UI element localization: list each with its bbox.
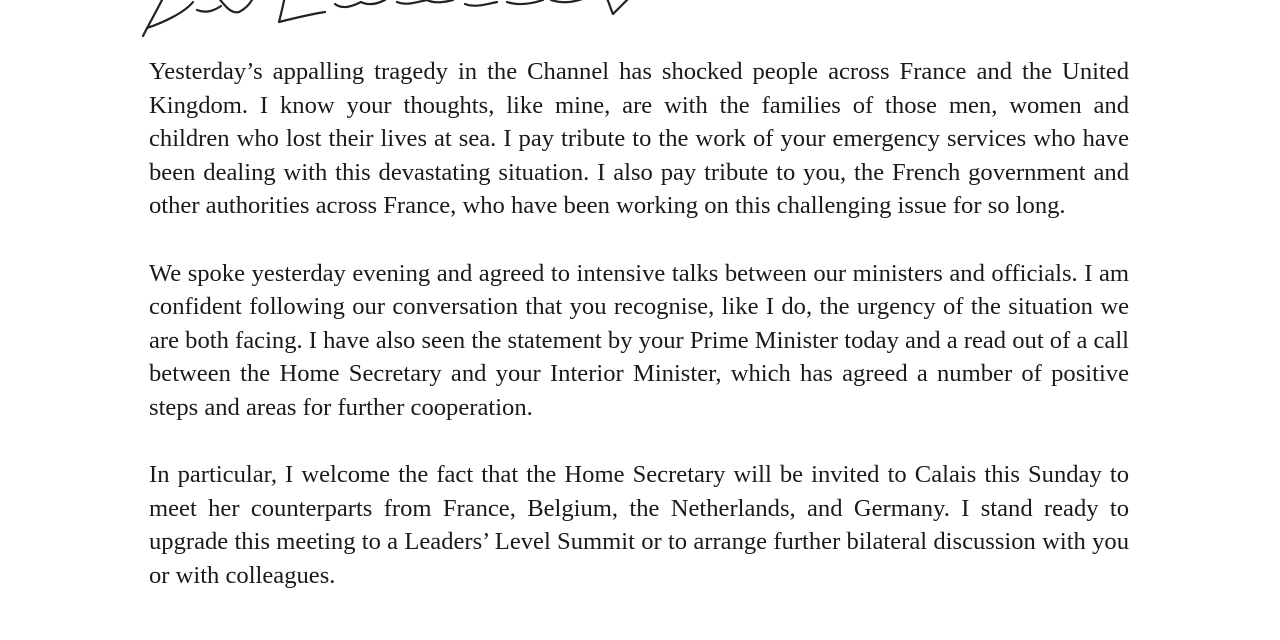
paragraph-2: We spoke yesterday evening and agreed to intensive talks between our ministers and officials. I am confident following our conversation that you recognise, like I do, the urgency of the situation we are both facing. I have also seen the statement by your Prime Minister today and a read out of a call between the Home Secretary and your Interior Minister, which has agreed a number of positive steps and areas for further cooperation.: [149, 259, 1130, 421]
paragraph-3: In particular, I welcome the fact that the Home Secretary will be invited to Calais this Sunday to meet her counterparts from France, Belgium, the Netherlands, and Germany. I stand ready to upgrade this meeting to a Leaders’ Level Summit or to arrange further bilateral discussion with you or with colleagues.: [149, 461, 1129, 589]
letter-body: [149, 55, 1129, 626]
handwritten-salutation: [135, 0, 655, 40]
paragraph-1: Yesterday’s appalling tragedy in the Channel has shocked people across France and the United Kingdom. I know your thoughts, like mine, are with the families of those men, women and children who lost their lives at sea. I pay tribute to the work of your emergency services who have been dealing with this devastating situation. I also pay tribute to you, the French government and other authorities across France, who have been working on this challenging issue for so long.: [149, 58, 1129, 220]
